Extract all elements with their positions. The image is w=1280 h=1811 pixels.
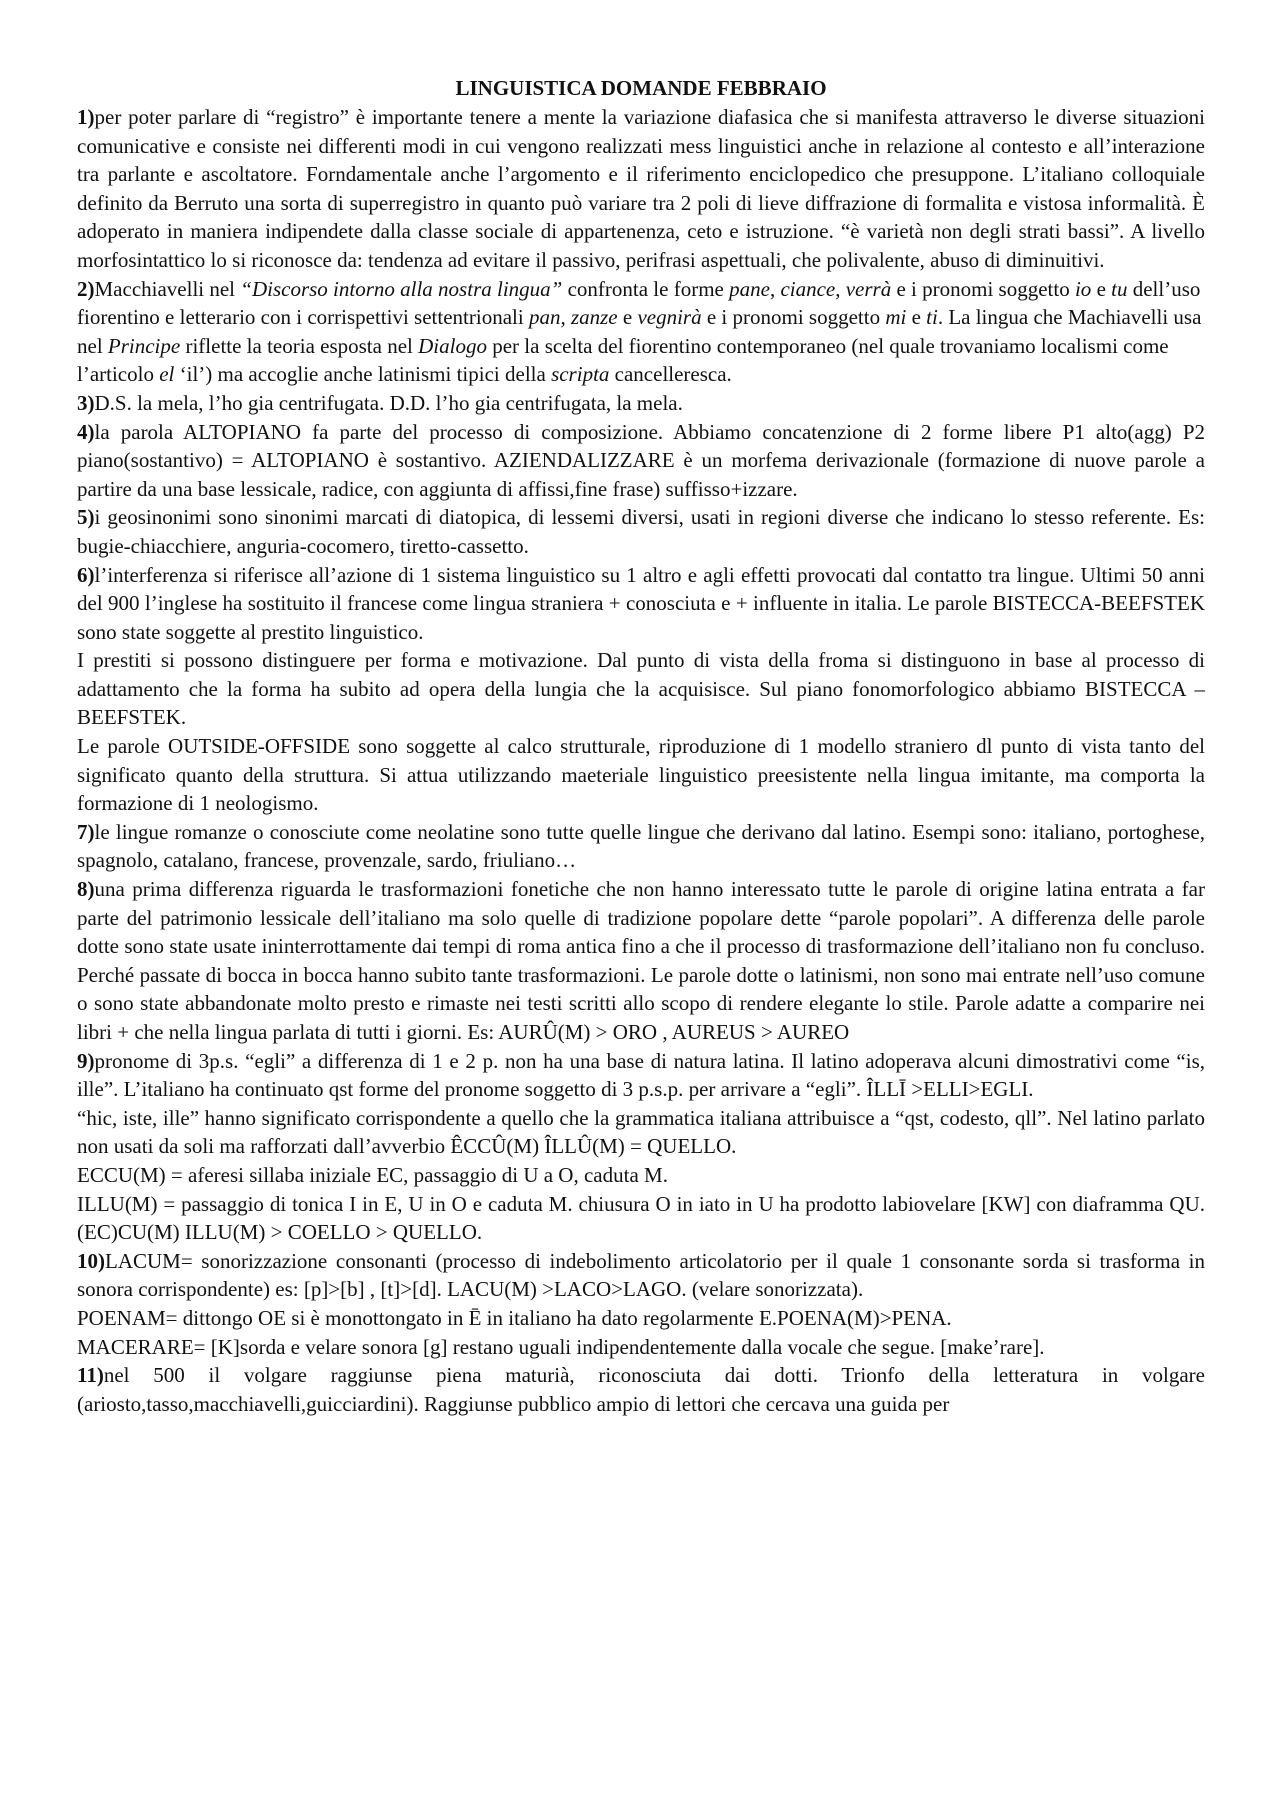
answer-6-paragraph: I prestiti si possono distinguere per forma e motivazione. Dal punto di vista della froma si distinguono in base al processo di adattamento che la forma ha subito ad opera della lungia che la acquisisce. Sul piano fonomorfologico abbiamo BISTECCA – BEEFSTEK.	[77, 648, 1205, 730]
answer-number: 5)	[77, 505, 95, 530]
answer-5: 5)i geosinonimi sono sinonimi marcati di diatopica, di lessemi diversi, usati in regioni diverse che indicano lo stesso referente. Es: bugie-chiacchiere, anguria-cocomero, tiretto-cassetto.	[77, 505, 1205, 558]
answer-10-paragraph: POENAM= dittongo OE si è monottongato in Ē in italiano ha dato regolarmente E.POENA(M)>PENA.	[77, 1305, 952, 1330]
answer-9-paragraph: ILLU(M) = passaggio di tonica I in E, U in O e caduta M. chiusura O in iato in U ha prodotto labiovelare [KW] con diaframma QU. (EC)CU(M) ILLU(M) > COELLO > QUELLO.	[77, 1191, 1205, 1245]
answer-9-paragraph: ECCU(M) = aferesi sillaba iniziale EC, passaggio di U a O, caduta M.	[77, 1162, 668, 1187]
answer-6: 6)l’interferenza si riferisce all’azione di 1 sistema linguistico su 1 altro e agli effetti provocati dal contatto tra lingue. Ultimi 50 anni del 900 l’inglese ha sostituito il francese come lingua straniera + conosciuta e + influente in italia. Le parole BISTECCA-BEEFSTEK sono state soggette al prestito linguistico.	[77, 562, 1205, 644]
answer-8: 8)una prima differenza riguarda le trasformazioni fonetiche che non hanno interessato tutte le parole di origine latina entrata a far parte del patrimonio lessicale dell’italiano ma solo quelle di tradizione popolare dette “parole popolari”. A differenza delle parole dotte sono state usate ininterrottamente dai tempi di roma antica fino a che il processo di trasformazione dell’italiano non fu concluso. Perché passate di bocca in bocca hanno subito tante trasformazioni. Le parole dotte o latinismi, non sono mai entrate nell’uso comune o sono state abbandonate molto presto e rimaste nei testi scritti allo scopo di rendere elegante lo stile. Parole adatte a comparire nei libri + che nella lingua parlata di tutti i giorni. Es: AURÛ(M) > ORO , AUREUS > AUREO	[77, 877, 1205, 1044]
page-title: LINGUISTICA DOMANDE FEBBRAIO	[455, 76, 827, 100]
answer-number: 9)	[77, 1048, 95, 1073]
answer-4: 4)la parola ALTOPIANO fa parte del processo di composizione. Abbiamo concatenzione di 2 forme libere P1 alto(agg) P2 piano(sostantivo) = ALTOPIANO è sostantivo. AZIENDALIZZARE è un morfema derivazionale (formazione di nuove parole a partire da una base lessicale, radice, con aggiunta di affissi,fine frase) suffisso+izzare.	[77, 419, 1205, 501]
answer-number: 3)	[77, 390, 95, 415]
answer-6-paragraph: Le parole OUTSIDE-OFFSIDE sono soggette al calco strutturale, riproduzione di 1 modello straniero dl punto di vista tanto del significato quanto della struttura. Si attua utilizzando maeteriale linguistico preesistente nella lingua imitante, ma comporta la formazione di 1 neologismo.	[77, 734, 1205, 816]
answer-7: 7)le lingue romanze o conosciute come neolatine sono tutte quelle lingue che derivano dal latino. Esempi sono: italiano, portoghese, spagnolo, catalano, francese, provenzale, sardo, friuliano…	[77, 819, 1205, 873]
answer-2: 2)Macchiavelli nel “Discorso intorno alla nostra lingua” confronta le forme pane, ciance, verrà e i pronomi soggetto io e tu dell’uso fiorentino e letterario con i corrispettivi settentrionali pan, zanze e vegnirà e i pronomi soggetto mi e ti. La lingua che Machiavelli usa nel Principe riflette la teoria esposta nel Dialogo per la scelta del fiorentino contemporaneo (nel quale trovaniamo localismi come l’articolo el ‘il’) ma accoglie anche latinismi tipici della scripta cancelleresca.	[77, 276, 1202, 387]
answer-9: 9)pronome di 3p.s. “egli” a differenza di 1 e 2 p. non ha una base di natura latina. Il latino adoperava alcuni dimostrativi come “is, ille”. L’italiano ha continuato qst forme del pronome soggetto di 3 p.s.p. per arrivare a “egli”. ÎLLĪ >ELLI>EGLI.	[77, 1048, 1205, 1102]
answer-9-paragraph: “hic, iste, ille” hanno significato corrispondente a quello che la grammatica italiana attribuisce a “qst, codesto, qll”. Nel latino parlato non usati da soli ma rafforzati dall’avverbio ÊCCÛ(M) ÎLLÛ(M) = QUELLO.	[77, 1105, 1205, 1159]
answer-10: 10)LACUM= sonorizzazione consonanti (processo di indebolimento articolatorio per il quale 1 consonante sorda si trasforma in sonora corrispondente) es: [p]>[b] , [t]>[d]. LACU(M) >LACO>LAGO. (velare sonorizzata).	[77, 1248, 1205, 1302]
answer-3: 3)D.S. la mela, l’ho gia centrifugata. D.D. l’ho gia centrifugata, la mela.	[77, 390, 683, 415]
answer-number: 11)	[77, 1363, 104, 1388]
answer-number: 4)	[77, 419, 95, 444]
answer-1: 1)per poter parlare di “registro” è importante tenere a mente la variazione diafasica che si manifesta attraverso le diverse situazioni comunicative e consiste nei differenti modi in cui vengono realizzati mess linguistici anche in relazione al contesto e all’interazione tra parlante e ascoltatore. Forndamentale anche l’argomento e il riferimento enciclopedico che presuppone. L’italiano colloquiale definito da Berruto una sorta di superregistro in quanto può variare tra 2 poli di lieve diffrazione di formalita e vistosa informalità. È adoperato in maniera indipendete dalla classe sociale di appartenenza, ceto e istruzione. “è varietà non degli strati bassi”. A livello morfosintattico lo si riconosce da: tendenza ad evitare il passivo, perifrasi aspettuali, che polivalente, abuso di diminuitivi.	[77, 105, 1205, 272]
answer-10-paragraph: MACERARE= [K]sorda e velare sonora [g] restano uguali indipendentemente dalla vocale che segue. [make’rare].	[77, 1334, 1045, 1359]
answer-number: 2)	[77, 276, 95, 301]
answer-number: 6)	[77, 562, 95, 587]
answer-number: 7)	[77, 819, 95, 844]
answer-11: 11)nel 500 il volgare raggiunse piena maturià, riconosciuta dai dotti. Trionfo della letteratura in volgare (ariosto,tasso,macchiavelli,guicciardini). Raggiunse pubblico ampio di lettori che cercava una guida per	[77, 1363, 1205, 1416]
answer-number: 1)	[77, 105, 95, 129]
answer-number: 8)	[77, 877, 95, 902]
answer-number: 10)	[77, 1248, 105, 1273]
